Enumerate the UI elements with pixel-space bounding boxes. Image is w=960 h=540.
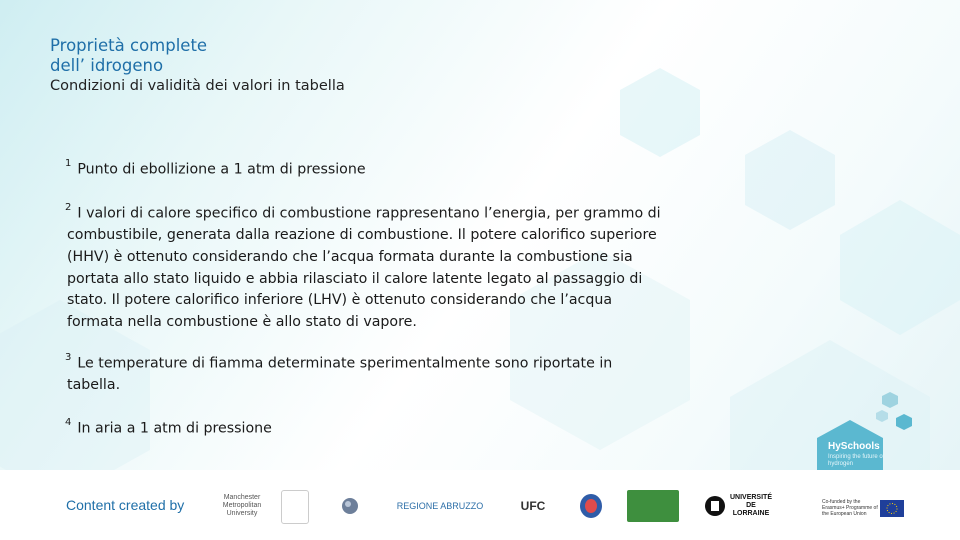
green-school-logo [627, 490, 679, 522]
badge-subtitle: Inspiring the future of hydrogen [828, 454, 885, 467]
badge-title: HySchools [828, 441, 880, 452]
partner-logo-1 [281, 490, 309, 524]
footnote-text: I valori di calore specifico di combustione rappresentano l’energia, per grammo di combustibile, generata dalla reazione di combustione. Il potere calorifico superiore (HHV) è ottenuto considerando che l’acqua formata durante la combustione sia portata allo stato liquido e abbia rilasciato il calore latente legato al passaggio di stato. Il potere calorifico inferiore (LHV) è ottenuto considerando che l’acqua formata nella combustione è allo stato di vapore. [67, 205, 661, 330]
footnote-text: Punto di ebollizione a 1 atm di pressione [77, 161, 366, 178]
globe-logo-icon [333, 490, 367, 522]
footnote-number: 4 [65, 417, 72, 428]
ufc-logo [515, 490, 551, 522]
footer-label: Content created by [66, 497, 185, 513]
title-line-2: dell’ idrogeno [50, 56, 164, 75]
page-title [50, 36, 207, 76]
footnote-text: In aria a 1 atm di pressione [77, 420, 272, 437]
manchester-logo-text: Manchester Metropolitan University [222, 494, 262, 517]
footnote-number: 2 [65, 202, 72, 213]
lorraine-mark-icon [704, 495, 726, 517]
eu-cofunding-text: Co-funded by the Erasmus+ Programme of the European Union [822, 499, 878, 517]
lorraine-logo [703, 490, 775, 522]
ufc-logo-text: UFC [520, 499, 546, 513]
manchester-logo [213, 490, 271, 522]
footnote-number: 1 [65, 158, 72, 169]
regione-abruzzo-logo [390, 490, 490, 522]
footnote-2 [67, 199, 667, 333]
footnote-3 [67, 349, 667, 397]
footnote-1 [67, 155, 667, 181]
eu-flag-icon [880, 500, 904, 517]
title-line-1: Proprietà complete [50, 36, 208, 55]
footnote-4 [67, 414, 667, 440]
badge-dots-icon [860, 390, 920, 440]
regione-logo-text: REGIONE ABRUZZO [396, 501, 484, 511]
footnote-number: 3 [65, 352, 72, 363]
page-subtitle: Condizioni di validità dei valori in tabella [50, 78, 345, 94]
crest-logo-icon [578, 490, 604, 522]
footnote-text: Le temperature di fiamma determinate sperimentalmente sono riportate in tabella. [67, 355, 613, 394]
lorraine-logo-text: UNIVERSITÉ DE LORRAINE [729, 494, 772, 517]
